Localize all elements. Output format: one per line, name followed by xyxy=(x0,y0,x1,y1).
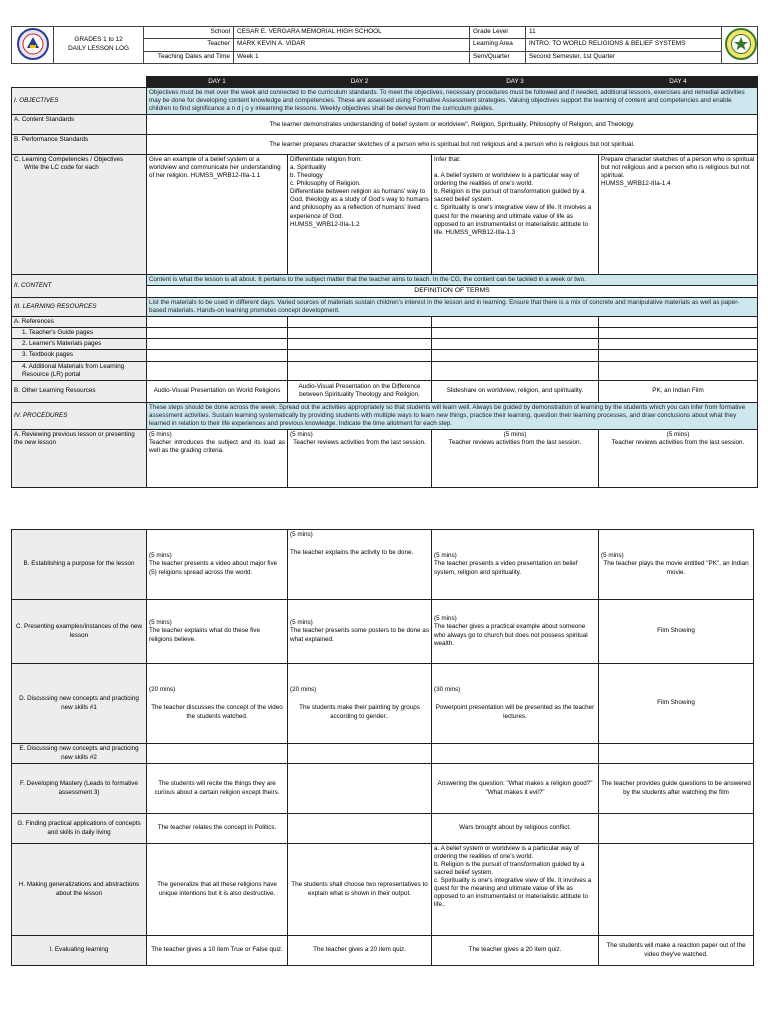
examples-day-1 xyxy=(147,600,288,664)
review-day-3-mins: (5 mins) xyxy=(503,430,527,438)
day-header-2: DAY 2 xyxy=(288,77,432,88)
content-label: II. CONTENT xyxy=(12,275,147,298)
examples-label: C. Presenting examples/instances of the new lesson xyxy=(12,600,147,664)
competencies-label-line-2: Write the LC code for each xyxy=(24,164,99,172)
grade-label: Grade Level xyxy=(470,27,526,39)
school-seal-icon xyxy=(725,28,757,60)
purpose-day-2-text: The teacher explains the activity to be done. xyxy=(290,549,414,557)
competency-day-4: Prepare character sketches of a person who is spiritual but not religious and a person who is religious but not spiritual. HUMSS_WRB12-IIIa-1.4 xyxy=(599,155,758,275)
learners-materials-label: 2. Learner's Materials pages xyxy=(12,339,147,350)
generalizations-day-4 xyxy=(599,844,754,936)
purpose-day-4-text: The teacher plays the movie entitled "PK", an Indian movie. xyxy=(603,560,749,576)
review-day-1-text: Teacher introduces the subject and its load as well as the grading criteria. xyxy=(149,438,285,454)
examples-day-1-text: The teacher explains what do these five religions believe. xyxy=(149,627,260,643)
school-value: CESAR E. VERGARA MEMORIAL HIGH SCHOOL xyxy=(234,27,470,39)
discussing-1-day-2 xyxy=(288,664,432,744)
review-day-4-mins: (5 mins) xyxy=(666,430,690,438)
purpose-day-3 xyxy=(432,530,599,600)
discussing-1-day-1-mins: (20 mins) xyxy=(149,686,176,694)
review-label: A. Reviewing previous lesson or presenting the new lesson xyxy=(12,429,147,487)
dates-label: Teaching Dates and Time xyxy=(144,51,234,63)
form-title xyxy=(54,27,144,64)
content-text: DEFINITION OF TERMS xyxy=(147,286,758,298)
generalizations-label: H. Making generalizations and abstractions about the lesson xyxy=(12,844,147,936)
purpose-label: B. Establishing a purpose for the lesson xyxy=(12,530,147,600)
mastery-label: F. Developing Mastery (Leads to formative assessment 3) xyxy=(12,764,147,814)
teacher-label: Teacher xyxy=(144,39,234,51)
discussing-1-day-1-text: The teacher discusses the concept of the video the students watched. xyxy=(151,704,283,720)
form-title-line-1: GRADES 1 to 12 xyxy=(74,36,123,44)
review-day-2-text: Teacher reviews activities from the last session. xyxy=(293,438,426,446)
form-title-line-2: DAILY LESSON LOG xyxy=(68,45,129,52)
textbook-label: 3. Textbook pages xyxy=(12,350,147,361)
other-resources-day-3: Slideshare on worldview, religion, and spirituality. xyxy=(432,380,599,402)
evaluating-day-2: The teacher gives a 20 item quiz. xyxy=(288,936,432,966)
generalizations-day-1: The generalize that all these religions have unique intentions but it is also destructive. xyxy=(147,844,288,936)
examples-day-1-mins: (5 mins) xyxy=(149,619,172,627)
examples-day-3-mins: (5 mins) xyxy=(434,615,457,623)
purpose-day-2 xyxy=(288,530,432,600)
review-day-2 xyxy=(288,429,432,487)
examples-day-3-text: The teacher gives a practical example about someone who always go to church but does not possess spiritual wealth. xyxy=(434,623,588,647)
applications-day-2 xyxy=(288,814,432,844)
day-header-4: DAY 4 xyxy=(599,77,758,88)
generalizations-day-3: a. A belief system or worldview is a particular way of ordering the realities of one's world. b. Religion is the pursuit of transformation guided by a sacred belief system. c. Spirituality is one's integrative view of life. It involves a quest for the meaning and ultimate value of life as opposed to an instrumentalist or materialistic attitude to life.. xyxy=(432,844,599,936)
applications-day-3: Wars brought about by religious conflict. xyxy=(432,814,599,844)
mastery-day-4: The teacher provides guide questions to be answered by the students after watching the film xyxy=(599,764,754,814)
dates-value: Week 1 xyxy=(234,51,470,63)
evaluating-day-1: The teacher gives a 10 item True or False quiz. xyxy=(147,936,288,966)
discussing-2-label: E. Discussing new concepts and practicing new skills #2 xyxy=(12,744,147,764)
discussing-1-day-3-mins: (30 mins) xyxy=(434,686,461,694)
discussing-1-day-4: Film Showing xyxy=(599,664,754,744)
page-2 xyxy=(0,529,768,966)
day-header-3: DAY 3 xyxy=(432,77,599,88)
lesson-table-page-1 xyxy=(11,76,758,488)
teacher-value: MARK KEVIN A. VIDAR xyxy=(234,39,470,51)
performance-standards-label: B. Performance Standards xyxy=(12,135,147,155)
school-label: School xyxy=(144,27,234,39)
purpose-day-1 xyxy=(147,530,288,600)
competencies-label xyxy=(12,155,147,275)
procedures-note: These steps should be done across the week. Spread out the activities appropriately so that students will learn well. Always be guided by demonstration of learning by the students which you can infer from formative assessment activities. Sustain learning systematically by providing students with multiple ways to learn new things, practice their learning, question their learning processes, and draw conclusions about what they learned in relation to their life experiences and previous knowledge. Indicate the time allotment for each step. xyxy=(147,402,758,429)
examples-day-4: Film Showing xyxy=(599,600,754,664)
performance-standards-text: The learner prepares character sketches of a person who is spiritual but not religious and a person who is religious but not spiritual. xyxy=(147,135,758,155)
procedures-label: IV. PROCEDURES xyxy=(12,402,147,429)
day-header-blank xyxy=(12,77,147,88)
mastery-day-3: Answering the question: "What makes a religion good?" "What makes it evil?" xyxy=(432,764,599,814)
review-day-4 xyxy=(599,429,758,487)
area-label: Learning Area xyxy=(470,39,526,51)
applications-day-4 xyxy=(599,814,754,844)
other-resources-day-4: PK, an Indian Film xyxy=(599,380,758,402)
objectives-note: Objectives must be met over the week and connected to the curriculum standards. To meet the objectives, necessary procedures must be followed and if needed, additional lessons, exercises and remedial activities may be done for developing content knowledge and competencies. These are assessed using Formative Assessment strategies. Valuing objectives support the learning of content and competencies and enable children to find significance a n d j o y inlearning the lessons. Weekly objectives shall be derived from the curriculum guides. xyxy=(147,88,758,115)
deped-seal-icon xyxy=(17,28,49,60)
teachers-guide-label: 1. Teacher's Guide pages xyxy=(12,328,147,339)
purpose-day-3-text: The teacher presents a video presentation on belief system, religion and spirituality. xyxy=(434,560,578,576)
review-day-3-text: Teacher reviews activities from the last session. xyxy=(448,438,582,446)
additional-materials-label: 4. Additional Materials from Learning Resource (LR) portal xyxy=(12,361,147,380)
purpose-day-1-text: The teacher presents a video about major five (5) religions spread across the world. xyxy=(149,560,278,576)
content-standards-label: A. Content Standards xyxy=(12,115,147,135)
other-resources-label: B. Other Learning Resources xyxy=(12,380,147,402)
content-standards-text: The learner demonstrates understanding of belief system or worldview", Religion, Spirituality, Philosophy of Religion, and Theology. xyxy=(147,115,758,135)
evaluating-label: I. Evaluating learning xyxy=(12,936,147,966)
school-logo xyxy=(722,27,758,64)
discussing-1-label: D. Discussing new concepts and practicing new skills #1 xyxy=(12,664,147,744)
page-1 xyxy=(0,26,768,488)
other-resources-day-2: Audio-Visual Presentation on the Difference between Spirituality Theology and Religion. xyxy=(288,380,432,402)
purpose-day-3-mins: (5 mins) xyxy=(434,552,457,560)
review-day-1-mins: (5 mins) xyxy=(149,430,172,438)
references-label: A. References xyxy=(12,317,147,328)
purpose-day-2-mins: (5 mins) xyxy=(290,531,313,538)
purpose-day-4 xyxy=(599,530,754,600)
purpose-day-1-mins: (5 mins) xyxy=(149,552,172,560)
mastery-day-1: The students will recite the things they are curious about a certain religion except theirs. xyxy=(147,764,288,814)
review-day-3 xyxy=(432,429,599,487)
mastery-day-2 xyxy=(288,764,432,814)
discussing-1-day-3-text: Powerpoint presentation will be presented as the teacher lectures. xyxy=(435,704,595,720)
other-resources-day-1: Audio-Visual Presentation on World Religions xyxy=(147,380,288,402)
resources-note: List the materials to be used in different days. Varied sources of materials sustain children's interest in the lesson and in learning. Ensure that there is a mix of concrete and manipulative materials as well as paper-based materials. Hands-on learning promotes concept development. xyxy=(147,298,758,317)
discussing-1-day-3 xyxy=(432,664,599,744)
objectives-label: I. OBJECTIVES xyxy=(12,88,147,115)
competencies-label-line-1: C. Learning Competencies / Objectives xyxy=(14,156,124,164)
resources-label: III. LEARNING RESOURCES xyxy=(12,298,147,317)
evaluating-day-4: The students will make a reaction paper out of the video they've watched. xyxy=(599,936,754,966)
deped-logo xyxy=(12,27,54,64)
sem-label: Sem/Quarter xyxy=(470,51,526,63)
examples-day-3 xyxy=(432,600,599,664)
competency-day-3: Infer that: a. A belief system or worldview is a particular way of ordering the realities of one's world. b. Religion is the pursuit of transformation guided by a sacred belief system. c. Spirituality is one's integrative view of life. It involves a quest for the meaning and ultimate value of life as opposed to an instrumentalist or materialistic attitude to life. HUMSS_WRB12-IIIa-1.3 xyxy=(432,155,599,275)
day-header-1: DAY 1 xyxy=(147,77,288,88)
competency-day-2: Differentiate religion from: a. Spirituality b. Theology c. Philosophy of Religion. Differentiate between religion as humans' way to God, theology as a study of God's way to humans and philosophy as a reflection of humans' lived experience of God. HUMSS_WRB12-IIIa-1.2 xyxy=(288,155,432,275)
review-day-2-mins: (5 mins) xyxy=(290,430,313,438)
lesson-table-page-2 xyxy=(11,529,754,966)
discussing-1-day-1 xyxy=(147,664,288,744)
review-day-1 xyxy=(147,429,288,487)
competency-day-1: Give an example of a belief system or a worldview and communicate her understanding of her religion. HUMSS_WRB12-IIIa-1.1 xyxy=(147,155,288,275)
applications-day-1: The teacher relates the concept in Politics. xyxy=(147,814,288,844)
content-note: Content is what the lesson is all about. It pertains to the subject matter that the teacher aims to teach. In the CG, the content can be tackled in a week or two. xyxy=(147,275,758,286)
sem-value: Second Semester, 1st Quarter xyxy=(526,51,722,63)
evaluating-day-3: The teacher gives a 20 item quiz. xyxy=(432,936,599,966)
discussing-1-day-2-mins: (20 mins) xyxy=(290,686,317,694)
purpose-day-4-mins: (5 mins) xyxy=(601,552,624,560)
generalizations-day-2: The students shall choose two representatives to explain what is shown in their output. xyxy=(288,844,432,936)
discussing-1-day-2-text: The students make their painting by groups according to gender.. xyxy=(299,704,420,720)
area-value: INTRO. TO WORLD RELIGIONS & BELIEF SYSTEMS xyxy=(526,39,722,51)
grade-value: 11 xyxy=(526,27,722,39)
applications-label: G. Finding practical applications of concepts and skills in daily living xyxy=(12,814,147,844)
examples-day-2-text: The teacher presents some posters to be done as what explained. xyxy=(290,627,429,643)
review-day-4-text: Teacher reviews activities from the last session. xyxy=(611,438,745,446)
examples-day-2 xyxy=(288,600,432,664)
examples-day-2-mins: (5 mins) xyxy=(290,619,313,627)
header-table xyxy=(11,26,758,64)
